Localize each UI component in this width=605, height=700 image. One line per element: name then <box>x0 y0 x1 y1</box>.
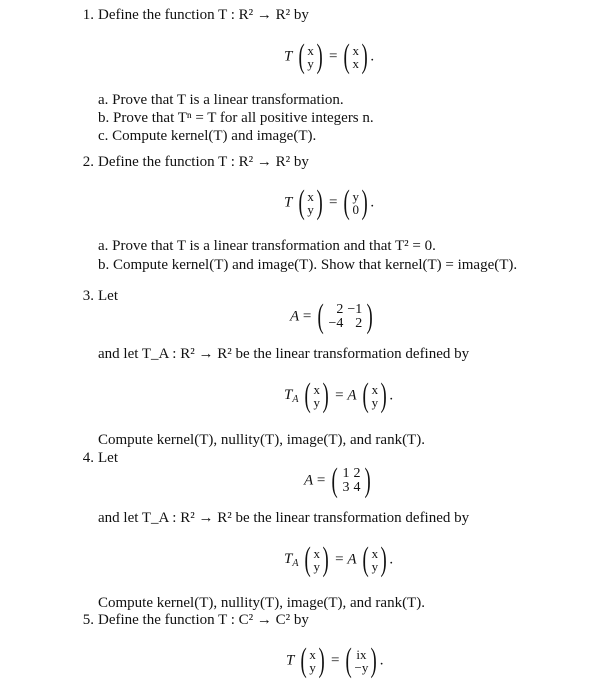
problem-2-equation: T ( x y ) = ( y 0 ) . <box>284 184 375 221</box>
problem-3-matrix: A = ( 2 −1 −4 2 ) <box>290 298 374 335</box>
problem-2-number: 2. <box>82 154 94 170</box>
problem-4-intro: Let <box>98 450 118 466</box>
problem-3-follow: and let T_A : R² → R² be the linear transformation defined by <box>98 346 470 362</box>
problem-5-equation: T ( x y ) = ( ix −y ) . <box>286 642 384 679</box>
problem-4-matrix: A = ( 1 2 3 4 ) <box>304 462 372 499</box>
problem-1-equation: T ( x y ) = ( x x ) . <box>284 38 375 75</box>
problem-4-map: $T_A$ ( x y ) = A ( x y ) . <box>284 541 394 578</box>
problem-2-intro: Define the function T : R² → R² by <box>98 154 309 170</box>
problem-3-compute: Compute kernel(T), nullity(T), image(T), and rank(T). <box>98 432 425 448</box>
problem-3-number: 3. <box>82 288 94 304</box>
problem-1-intro: Define the function T : R² → R² by <box>98 7 309 23</box>
problem-2-part-a: a. Prove that T is a linear transformation and that T² = 0. <box>98 238 436 254</box>
problem-4-follow: and let T_A : R² → R² be the linear transformation defined by <box>98 510 470 526</box>
problem-4-compute: Compute kernel(T), nullity(T), image(T), and rank(T). <box>98 595 425 611</box>
problem-4-number: 4. <box>82 450 94 466</box>
problem-5-number: 5. <box>82 612 94 628</box>
problem-1-part-c: c. Compute kernel(T) and image(T). <box>98 128 317 144</box>
problem-1-part-a: a. Prove that T is a linear transformation. <box>98 92 344 108</box>
problem-1-part-b: b. Prove that Tⁿ = T for all positive integers n. <box>98 110 374 126</box>
problem-3-intro: Let <box>98 288 118 304</box>
problem-2-part-b: b. Compute kernel(T) and image(T). Show that kernel(T) = image(T). <box>98 257 518 273</box>
problem-5-intro: Define the function T : C² → C² by <box>98 612 309 628</box>
problem-3-map: $T_A$ ( x y ) = A ( x y ) . <box>284 377 394 414</box>
problem-1-number: 1. <box>82 7 94 23</box>
